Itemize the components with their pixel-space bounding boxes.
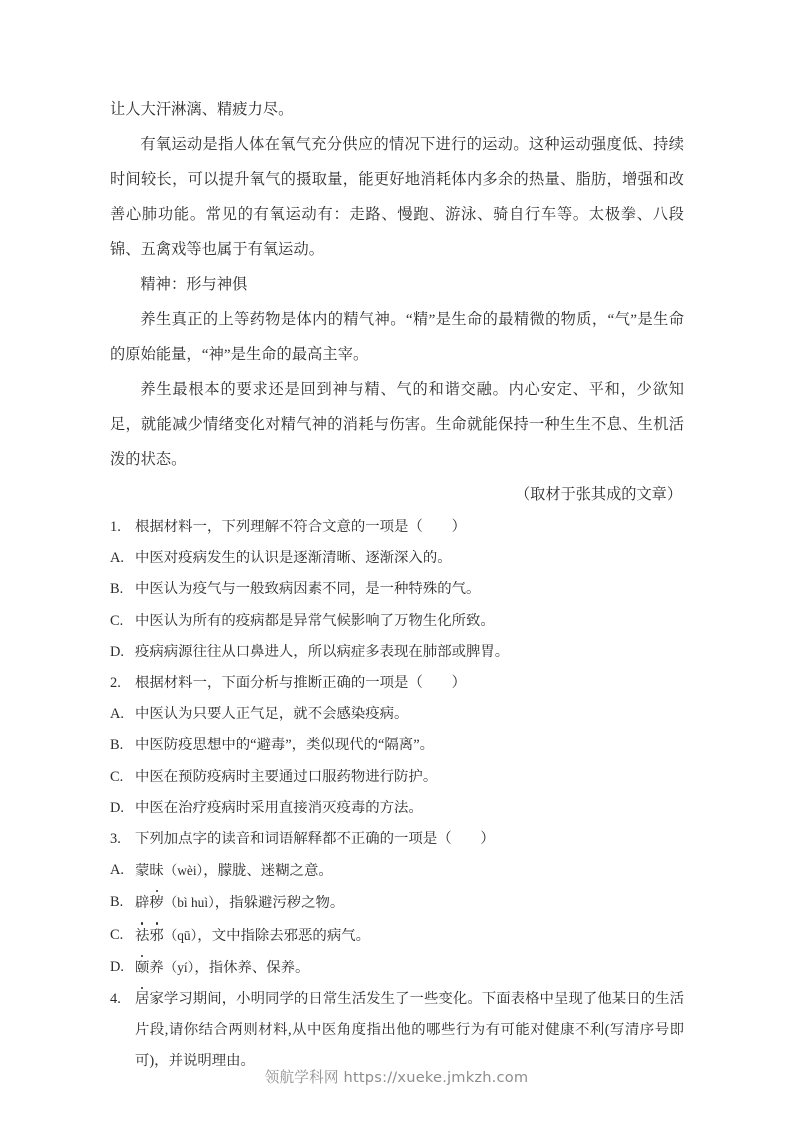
question-stem-text: 根据材料一，下面分析与推断正确的一项是（ ） bbox=[135, 675, 466, 692]
option-text: 中医在预防疫病时主要通过口服药物进行防护。 bbox=[135, 768, 438, 785]
option-marker: B. bbox=[110, 737, 124, 754]
option-row[interactable] bbox=[110, 952, 684, 984]
option-marker: A. bbox=[110, 862, 124, 879]
option-marker: C. bbox=[110, 768, 124, 785]
option-marker: A. bbox=[110, 550, 124, 567]
option-row[interactable] bbox=[110, 793, 684, 824]
question-stem bbox=[110, 512, 684, 543]
passage-attribution: （取材于张其成的文章） bbox=[514, 486, 682, 503]
question-stem bbox=[110, 984, 684, 1078]
option-marker: B. bbox=[110, 581, 124, 598]
question-stem-text: 下列加点字的读音和词语解释都不正确的一项是（ ） bbox=[135, 831, 495, 848]
option-text: 中医认为所有的疫病都是异常气候影响了万物生化所致。 bbox=[135, 612, 495, 629]
option-row[interactable] bbox=[110, 762, 684, 793]
option-text: 中医对疫病发生的认识是逐渐清晰、逐渐深入的。 bbox=[135, 550, 452, 567]
option-marker: D. bbox=[110, 643, 124, 660]
question-block bbox=[110, 984, 684, 1078]
dotted-word: 辟秽 bbox=[135, 895, 164, 911]
option-text bbox=[135, 952, 684, 984]
site-watermark: 领航学科网 https://xueke.jmkzh.com bbox=[264, 1069, 529, 1086]
option-marker: C. bbox=[110, 926, 124, 943]
question-stem bbox=[110, 824, 684, 855]
dotted-word: 蒙昧 bbox=[135, 863, 164, 879]
pinyin-annotation: （wèi） bbox=[163, 863, 204, 879]
option-row[interactable] bbox=[110, 637, 684, 668]
option-gloss: ，文中指除去邪恶的病气。 bbox=[197, 927, 370, 944]
option-text: 中医在治疗疫病时采用直接消灭疫毒的方法。 bbox=[135, 799, 423, 816]
option-text: 中医认为只要人正气足，就不会感染疫病。 bbox=[135, 706, 409, 723]
question-stem bbox=[110, 668, 684, 699]
passage-body bbox=[110, 92, 684, 512]
option-gloss: ，朦胧、迷糊之意。 bbox=[203, 863, 333, 880]
question-number: 4. bbox=[110, 991, 121, 1008]
option-text: 中医认为疫气与一般致病因素不同，是一种特殊的气。 bbox=[135, 581, 481, 598]
option-text bbox=[135, 887, 684, 919]
question-stem-text: 居家学习期间，小明同学的日常生活发生了一些变化。下面表格中呈现了他某日的生活片段,请你结合两则材料,从中医角度指出他的哪些行为有可能对健康不利(写清序号即可)，并说明理由。 bbox=[135, 991, 684, 1070]
option-gloss: ，指休养、保养。 bbox=[194, 959, 310, 976]
option-marker: D. bbox=[110, 799, 124, 816]
dotted-word: 祛邪 bbox=[135, 928, 164, 944]
pinyin-annotation: （yí） bbox=[163, 959, 195, 975]
passage-paragraph: 让人大汗淋漓、精疲力尽。 bbox=[110, 101, 294, 118]
option-text: 中医防疫思想中的“避毒”，类似现代的“隔离”。 bbox=[135, 737, 434, 754]
question-number: 2. bbox=[110, 675, 121, 692]
passage-paragraph: 养生最根本的要求还是回到神与精、气的和谐交融。内心安定、平和，少欲知足，就能减少情绪变化对精气神的消耗与伤害。生命就能保持一种生生不息、生机活泼的状态。 bbox=[110, 381, 684, 468]
option-text bbox=[135, 855, 684, 887]
question-number: 1. bbox=[110, 519, 121, 535]
option-row[interactable] bbox=[110, 920, 684, 952]
pinyin-annotation: （qū） bbox=[163, 927, 198, 943]
passage-paragraph: 有氧运动是指人体在氧气充分供应的情况下进行的运动。这种运动强度低、持续时间较长，可以提升氧气的摄取量，能更好地消耗体内多余的热量、脂肪，增强和改善心肺功能。常见的有氧运动有：走路、慢跑、游泳、骑自行车等。太极拳、八段锦、五禽戏等也属于有氧运动。 bbox=[110, 136, 684, 258]
question-number: 3. bbox=[110, 831, 121, 848]
question-stem-text: 根据材料一，下列理解不符合文意的一项是（ ） bbox=[135, 519, 466, 535]
dotted-word: 颐养 bbox=[135, 960, 164, 976]
passage-paragraph: 养生真正的上等药物是体内的精气神。“精”是生命的最精微的物质，“气”是生命的原始能量，“神”是生命的最高主宰。 bbox=[110, 311, 684, 363]
option-row[interactable] bbox=[110, 574, 684, 605]
option-gloss: ，指躲避污秽之物。 bbox=[214, 895, 345, 912]
question-block bbox=[110, 668, 684, 824]
page-content bbox=[110, 92, 684, 1078]
option-row[interactable] bbox=[110, 730, 684, 761]
option-marker: B. bbox=[110, 894, 124, 911]
option-row[interactable] bbox=[110, 543, 684, 574]
option-marker: A. bbox=[110, 706, 124, 723]
option-text bbox=[135, 920, 684, 952]
option-row[interactable] bbox=[110, 699, 684, 730]
question-block bbox=[110, 512, 684, 668]
question-block bbox=[110, 824, 684, 984]
option-row[interactable] bbox=[110, 606, 684, 637]
option-text: 疫病病源往往从口鼻进人，所以病症多表现在肺部或脾胃。 bbox=[135, 643, 510, 660]
option-row[interactable] bbox=[110, 887, 684, 919]
pinyin-annotation: （bì huì） bbox=[163, 895, 215, 911]
passage-subheading: 精神：形与神俱 bbox=[140, 276, 248, 293]
option-marker: D. bbox=[110, 958, 124, 975]
option-row[interactable] bbox=[110, 855, 684, 887]
option-marker: C. bbox=[110, 612, 124, 629]
